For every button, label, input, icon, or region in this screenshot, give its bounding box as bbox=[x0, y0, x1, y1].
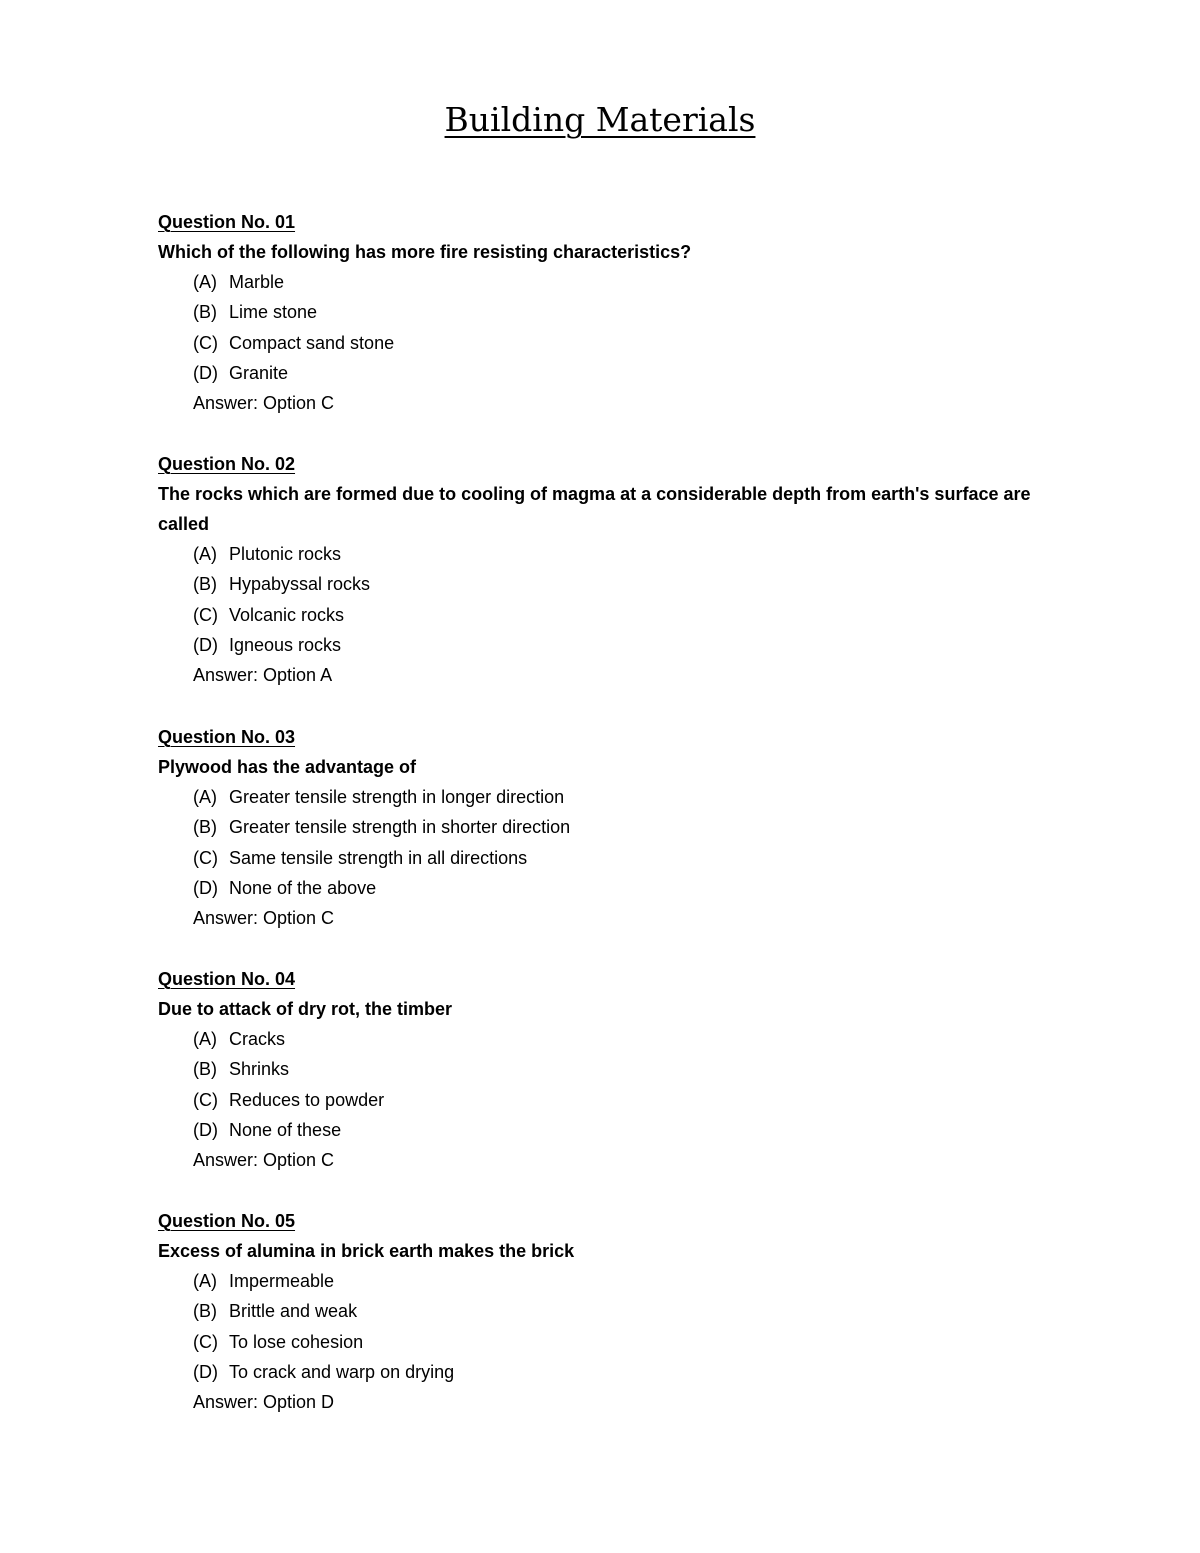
option-letter: (C) bbox=[193, 847, 218, 868]
option-text: Lime stone bbox=[229, 302, 318, 323]
option-a bbox=[193, 1024, 1058, 1054]
option-letter: (B) bbox=[193, 1301, 217, 1322]
answer-line: Answer: Option C bbox=[193, 1150, 335, 1171]
question-text: Plywood has the advantage of bbox=[158, 757, 417, 777]
option-letter: (D) bbox=[193, 1119, 218, 1140]
option-text: Impermeable bbox=[229, 1271, 335, 1291]
option-text: Volcanic rocks bbox=[229, 604, 345, 625]
question-block-02 bbox=[158, 449, 1058, 690]
option-letter: (B) bbox=[193, 574, 217, 595]
option-d bbox=[193, 358, 1058, 388]
option-text: None of the above bbox=[229, 877, 377, 898]
answer-line: Answer: Option A bbox=[193, 665, 333, 686]
option-letter: (A) bbox=[193, 1029, 217, 1049]
option-text: Greater tensile strength in longer direction bbox=[229, 787, 565, 807]
option-letter: (C) bbox=[193, 1331, 218, 1352]
option-letter: (D) bbox=[193, 362, 218, 383]
question-block-05 bbox=[158, 1206, 1058, 1417]
option-text: Greater tensile strength in shorter direction bbox=[229, 817, 571, 838]
page-title: Building Materials bbox=[444, 100, 756, 139]
question-text: The rocks which are formed due to cooling of magma at a considerable depth from earth's surface are called bbox=[158, 484, 1031, 534]
option-text: Igneous rocks bbox=[229, 634, 342, 655]
question-text: Excess of alumina in brick earth makes the brick bbox=[158, 1241, 575, 1261]
question-text: Which of the following has more fire resisting characteristics? bbox=[158, 242, 692, 262]
option-letter: (D) bbox=[193, 634, 218, 655]
question-heading: Question No. 01 bbox=[158, 212, 296, 232]
option-letter: (C) bbox=[193, 1089, 218, 1110]
option-letter: (C) bbox=[193, 332, 218, 353]
option-a bbox=[193, 539, 1058, 569]
option-d bbox=[193, 1357, 1058, 1387]
option-text: Reduces to powder bbox=[229, 1089, 385, 1110]
option-c bbox=[193, 328, 1058, 358]
option-d bbox=[193, 630, 1058, 660]
question-heading: Question No. 02 bbox=[158, 454, 296, 474]
option-a bbox=[193, 1266, 1058, 1296]
option-text: To crack and warp on drying bbox=[229, 1361, 455, 1382]
option-text: Plutonic rocks bbox=[229, 544, 342, 564]
option-letter: (A) bbox=[193, 1271, 217, 1291]
option-text: None of these bbox=[229, 1119, 342, 1140]
option-a bbox=[193, 267, 1058, 297]
option-a bbox=[193, 782, 1058, 812]
option-text: Same tensile strength in all directions bbox=[229, 847, 528, 868]
question-heading: Question No. 05 bbox=[158, 1211, 296, 1231]
option-letter: (A) bbox=[193, 272, 217, 292]
option-letter: (A) bbox=[193, 787, 217, 807]
answer-line: Answer: Option C bbox=[193, 393, 335, 414]
answer-line: Answer: Option D bbox=[193, 1392, 335, 1413]
option-letter: (D) bbox=[193, 1361, 218, 1382]
option-text: To lose cohesion bbox=[229, 1331, 364, 1352]
option-c bbox=[193, 1085, 1058, 1115]
option-b bbox=[193, 1296, 1058, 1326]
question-block-01 bbox=[158, 207, 1058, 418]
option-b bbox=[193, 812, 1058, 842]
option-b bbox=[193, 569, 1058, 599]
option-c bbox=[193, 600, 1058, 630]
option-letter: (B) bbox=[193, 1059, 217, 1080]
option-b bbox=[193, 1054, 1058, 1084]
option-d bbox=[193, 873, 1058, 903]
option-letter: (B) bbox=[193, 302, 217, 323]
option-text: Compact sand stone bbox=[229, 332, 395, 353]
question-block-03 bbox=[158, 722, 1058, 933]
option-d bbox=[193, 1115, 1058, 1145]
option-letter: (D) bbox=[193, 877, 218, 898]
option-text: Granite bbox=[229, 362, 289, 383]
option-letter: (C) bbox=[193, 604, 218, 625]
question-text: Due to attack of dry rot, the timber bbox=[158, 999, 453, 1019]
option-text: Cracks bbox=[229, 1029, 286, 1049]
option-text: Hypabyssal rocks bbox=[229, 574, 371, 595]
answer-line: Answer: Option C bbox=[193, 908, 335, 929]
question-heading: Question No. 03 bbox=[158, 727, 296, 747]
option-c bbox=[193, 843, 1058, 873]
option-text: Shrinks bbox=[229, 1059, 290, 1080]
option-text: Brittle and weak bbox=[229, 1301, 358, 1322]
option-letter: (A) bbox=[193, 544, 217, 564]
option-b bbox=[193, 297, 1058, 327]
question-block-04 bbox=[158, 964, 1058, 1175]
question-heading: Question No. 04 bbox=[158, 969, 296, 989]
option-text: Marble bbox=[229, 272, 285, 292]
option-letter: (B) bbox=[193, 817, 217, 838]
option-c bbox=[193, 1327, 1058, 1357]
